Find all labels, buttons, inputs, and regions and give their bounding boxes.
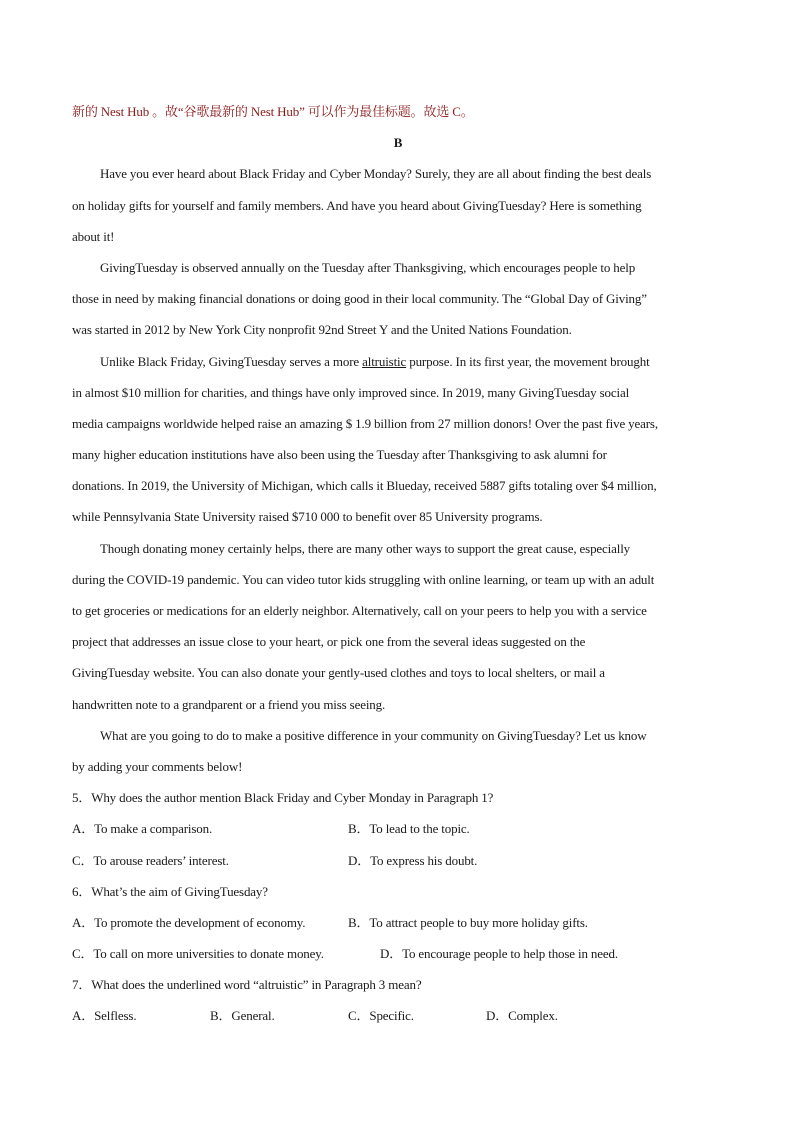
paragraph-4 — [72, 533, 724, 720]
text-line: to get groceries or medications for an elderly neighbor. Alternatively, call on your peers to help you with a service — [72, 603, 647, 618]
option-b: B．General. — [210, 1008, 275, 1024]
option-b: B．To attract people to buy more holiday gifts. — [348, 914, 588, 930]
text-line: in almost $10 million for charities, and things have only improved since. In 2019, many GivingTuesday social — [72, 384, 630, 400]
paragraph-5 — [72, 720, 724, 782]
option-a: A．To make a comparison. — [72, 821, 213, 837]
text-line: many higher education institutions have also been using the Tuesday after Thanksgiving to ask alumni for — [72, 447, 607, 463]
text-segment: Unlike Black Friday, GivingTuesday serves a more — [100, 353, 363, 369]
answer-note: 新的 Nest Hub 。故“谷歌最新的 Nest Hub” 可以作为最佳标题。故选 C。 — [72, 104, 474, 119]
option-c: C．Specific. — [348, 1008, 414, 1024]
paragraph-3 — [72, 346, 724, 533]
question-6 — [72, 876, 724, 970]
question-stem: 7．What does the underlined word “altruistic” in Paragraph 3 mean? — [72, 977, 422, 993]
text-line: Have you ever heard about Black Friday and Cyber Monday? Surely, they are all about finding the best deals — [100, 166, 652, 182]
text-line: project that addresses an issue close to your heart, or pick one from the several ideas suggested on the — [72, 634, 586, 650]
option-a: A．Selfless. — [72, 1008, 137, 1024]
section-label: B — [393, 135, 403, 151]
text-line: Though donating money certainly helps, there are many other ways to support the great cause, especially — [100, 540, 631, 556]
text-line: was started in 2012 by New York City nonprofit 92nd Street Y and the United Nations Foundation. — [72, 322, 572, 338]
text-line: GivingTuesday is observed annually on the Tuesday after Thanksgiving, which encourages people to help — [100, 259, 636, 275]
underlined-word: altruistic — [362, 353, 407, 369]
text-segment: purpose. In its first year, the movement brought — [406, 353, 650, 369]
option-row — [72, 907, 724, 938]
option-d: D．To express his doubt. — [348, 852, 478, 868]
option-row — [72, 938, 724, 969]
text-line: handwritten note to a grandparent or a friend you miss seeing. — [72, 696, 386, 712]
text-line: while Pennsylvania State University raised $710 000 to benefit over 85 University programs. — [72, 509, 543, 525]
paragraph-2 — [72, 252, 724, 346]
text-line: about it! — [72, 228, 115, 244]
text-line — [72, 346, 724, 377]
text-line: media campaigns worldwide helped raise an amazing $ 1.9 billion from 27 million donors! Over the past five years, — [72, 415, 658, 431]
text-line: donations. In 2019, the University of Michigan, which calls it Blueday, received 5887 gifts totaling over $4 million, — [72, 478, 657, 494]
question-7 — [72, 969, 724, 1031]
question-5 — [72, 782, 724, 876]
paragraph-1 — [72, 158, 724, 252]
question-stem: 6．What’s the aim of GivingTuesday? — [72, 883, 268, 899]
option-d: D．Complex. — [486, 1008, 558, 1024]
option-c: C．To call on more universities to donate money. — [72, 946, 324, 962]
option-d: D．To encourage people to help those in need. — [380, 946, 618, 962]
option-row — [72, 1000, 724, 1031]
option-row — [72, 813, 724, 844]
option-a: A．To promote the development of economy. — [72, 914, 306, 930]
option-row — [72, 845, 724, 876]
option-b: B．To lead to the topic. — [348, 821, 470, 837]
text-line: by adding your comments below! — [72, 758, 243, 774]
text-line: those in need by making financial donations or doing good in their local community. The “Global Day of Giving” — [72, 291, 647, 307]
text-line: on holiday gifts for yourself and family members. And have you heard about GivingTuesday? Here is something — [72, 197, 642, 213]
document-page — [72, 96, 724, 1032]
question-stem: 5．Why does the author mention Black Friday and Cyber Monday in Paragraph 1? — [72, 790, 494, 806]
text-line: What are you going to do to make a positive difference in your community on GivingTuesday? Let us know — [100, 727, 647, 743]
text-line: during the COVID-19 pandemic. You can video tutor kids struggling with online learning, or team up with an adult — [72, 571, 655, 587]
option-c: C．To arouse readers’ interest. — [72, 852, 229, 868]
text-line: GivingTuesday website. You can also donate your gently-used clothes and toys to local shelters, or mail a — [72, 665, 605, 681]
